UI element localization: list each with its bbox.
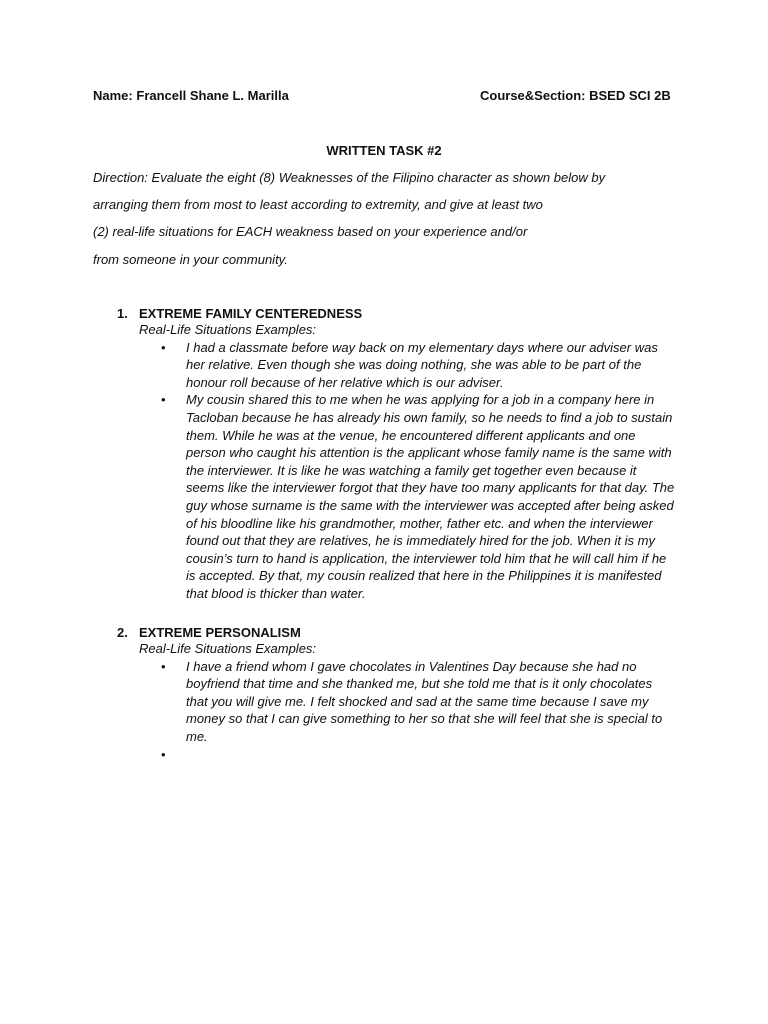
bullet-icon: • [161, 658, 166, 674]
name-label: Name: [93, 88, 133, 103]
direction-line-2: arranging them from most to least according to extremity, and give at least two [93, 197, 543, 212]
section-number: 1. [117, 306, 128, 321]
section-heading [117, 625, 687, 640]
section-heading [117, 306, 687, 321]
list-item-text: I had a classmate before way back on my elementary days where our adviser was her relative. Even though she was doing nothing, she was able to be part of the honour roll because of her relative which is our adviser. [186, 339, 658, 390]
list-item [161, 658, 676, 746]
situation-list [117, 658, 687, 764]
section-subtitle: Real-Life Situations Examples: [139, 641, 317, 656]
course-label: Course&Section: [480, 88, 586, 103]
section-personalism [117, 625, 687, 763]
document-title: WRITTEN TASK #2 [326, 143, 442, 158]
list-item [161, 339, 676, 392]
section-family-centeredness [117, 306, 687, 603]
course-value: BSED SCI 2B [589, 88, 671, 103]
direction-line-3: (2) real-life situations for EACH weakness based on your experience and/or [93, 224, 528, 239]
bullet-icon: • [161, 392, 166, 408]
section-subtitle: Real-Life Situations Examples: [139, 322, 317, 337]
section-number: 2. [117, 625, 128, 640]
section-title: EXTREME PERSONALISM [139, 625, 301, 640]
bullet-icon: • [161, 339, 166, 355]
name-value: Francell Shane L. Marilla [136, 88, 289, 103]
list-item-text: I have a friend whom I gave chocolates in Valentines Day because she had no boyfriend that time and she thanked me, but she told me that is it only chocolates that you will give me. I felt shocked and sad at the same time because I save my money so that I can give something to her so that she will feel that she is special to me. [186, 658, 663, 744]
list-item [161, 746, 676, 764]
list-item-text: My cousin shared this to me when he was applying for a job in a company here in Tacloban because he has already his own family, so he needs to find a job to sustain them. While he was at the venue, he encountered different applicants and one person who caught his attention is the applicant whose family name is the same with the interviewer. It is like he was watching a family get together even because it seems like the interviewer forgot that they have too many applicants for that day. The guy whose surname is the same with the interviewer was accepted after being asked of his bloodline like his grandmother, mother, father etc. and when the interviewer found out that they are relatives, he is immediately hired for the job. When it is my cousin’s turn to hand is application, the interviewer told him that he will call him if he is accepted. By that, my cousin realized that here in the Philippines it is manifested that blood is thicker than water. [186, 392, 675, 601]
direction-line-4: from someone in your community. [93, 252, 288, 267]
section-title: EXTREME FAMILY CENTEREDNESS [139, 306, 363, 321]
list-item [161, 391, 676, 602]
situation-list [117, 339, 687, 603]
bullet-icon: • [161, 746, 166, 762]
course-section-field [480, 88, 671, 103]
name-field [93, 88, 289, 103]
direction-line-1: Direction: Evaluate the eight (8) Weaknesses of the Filipino character as shown below by [93, 170, 606, 185]
